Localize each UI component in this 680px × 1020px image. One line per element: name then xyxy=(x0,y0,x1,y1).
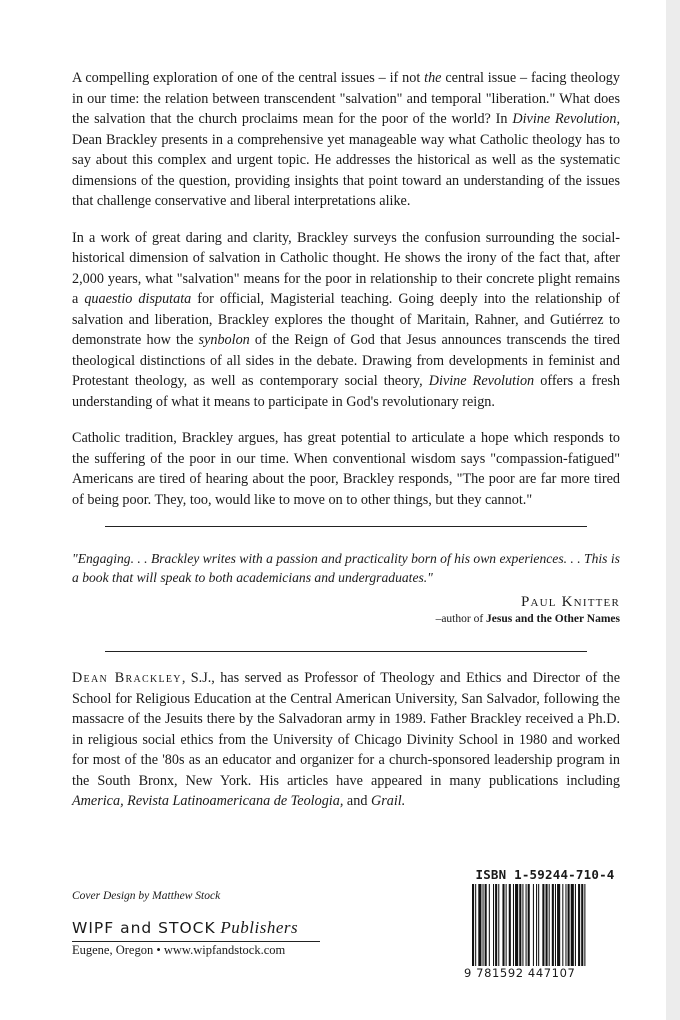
author-bio: Dean Brackley, S.J., has served as Professor of Theology and Ethics and Director of the School for Religious Education at the Central American University, San Salvador, following the massacre of the Jesuits there by the Salvadoran army in 1989. Father Brackley received a Ph.D. in religious social ethics from the University of Chicago Divinity School in 1980 and worked for most of the '80s as an educator and organizer for a church-sponsored leadership program in the South Bronx, New York. His articles have appeared in many publications including America, Revista Latinoamericana de Teologia, and Grail. xyxy=(72,670,620,809)
publisher-logo: WIPF and STOCK Publishers xyxy=(72,918,299,937)
barcode-bar xyxy=(506,884,507,966)
barcode-bar xyxy=(571,884,574,966)
barcode-digits: 9 781592 447107 xyxy=(464,966,576,980)
barcode-bar xyxy=(515,884,518,966)
publisher-underline xyxy=(72,941,320,942)
divider-top xyxy=(105,526,587,527)
barcode-bar xyxy=(495,884,497,966)
barcode-bar xyxy=(552,884,554,966)
barcode-bar xyxy=(546,884,548,966)
cover-text xyxy=(72,68,620,828)
barcode-bar xyxy=(478,884,481,966)
divider-bottom xyxy=(105,651,587,652)
barcode-bar xyxy=(493,884,494,966)
publisher-address: Eugene, Oregon • www.wipfandstock.com xyxy=(72,943,286,957)
blurb-paragraph-3: Catholic tradition, Brackley argues, has great potential to articulate a hope which responds to the suffering of the poor in our time. When conventional wisdom says "compassion-fatigued" Americans are tired of hearing about the poor, Brackley responds, "The poor are far more tired of being poor. They, too, would like to move on to other things, but they cannot." xyxy=(72,430,620,508)
endorsement-quote: "Engaging. . . Brackley writes with a passion and practicality born of his own experiences. . . This is a book that will speak to both academicians and undergraduates." xyxy=(72,551,620,585)
barcode-bar xyxy=(542,884,544,966)
footer xyxy=(72,867,620,1000)
blurb-paragraph-1: A compelling exploration of one of the central issues – if not the central issue – facing theology in our time: the relation between transcendent "salvation" and temporal "liberation." What does the salvation that the church proclaims mean for the poor of the world? In Divine Revolution, Dean Brackley presents in a comprehensive yet manageable way what Catholic theology has to say about this complex and urgent topic. He addresses the historical as well as the systematic dimensions of the question, providing insights that point toward an understanding of the issues that challenge conservative and liberal interpretations alike. xyxy=(72,70,621,209)
barcode-bar xyxy=(519,884,521,966)
barcode-bar xyxy=(538,884,539,966)
barcode-bar xyxy=(562,884,563,966)
blurb-paragraph-2: In a work of great daring and clarity, Brackley surveys the confusion surrounding the social-historical dimension of salvation in Catholic thought. He shows the irony of the fact that, after 2,000 years, what "salvation" means for the poor in relationship to their concrete plight remains a quaestio disputata for official, Magisterial teaching. Going deeply into the relationship of salvation and liberation, Brackley explores the thought of Maritain, Rahner, and Gutiérrez to demonstrate how the synbolon of the Reign of God that Jesus announces transcends the tired theological distinctions of all sides in the debate. Drawing from developments in feminist and Protestant theology, as well as contemporary social theory, Divine Revolution offers a fresh understanding of what it means to participate in God's revolutionary reign. xyxy=(72,229,620,410)
endorser-role: –author of Jesus and the Other Names xyxy=(435,613,620,625)
barcode-bar xyxy=(565,884,566,966)
barcode-bar xyxy=(489,884,490,966)
barcode-bar xyxy=(549,884,550,966)
page-edge-shadow xyxy=(666,0,680,1020)
barcode-bar xyxy=(575,884,576,966)
barcode-bar xyxy=(472,884,474,966)
barcode-bar xyxy=(581,884,583,966)
barcode-icon xyxy=(470,884,620,966)
barcode-bar xyxy=(498,884,499,966)
barcode-bar xyxy=(557,884,560,966)
barcode-bar xyxy=(536,884,537,966)
barcode xyxy=(470,884,620,966)
author-name: Dean Brackley xyxy=(72,670,182,686)
barcode-bar xyxy=(568,884,570,966)
cover-design-credit: Cover Design by Matthew Stock xyxy=(72,890,221,902)
barcode-bar xyxy=(584,884,585,966)
endorser-name: Paul Knitter xyxy=(520,594,620,610)
barcode-bar xyxy=(526,884,527,966)
barcode-bar xyxy=(522,884,523,966)
barcode-bar xyxy=(485,884,487,966)
isbn-label: ISBN 1-59244-710-4 xyxy=(475,867,615,882)
barcode-bar xyxy=(513,884,514,966)
barcode-bar xyxy=(483,884,484,966)
barcode-bar xyxy=(528,884,530,966)
barcode-bar xyxy=(555,884,556,966)
barcode-bar xyxy=(578,884,580,966)
barcode-bar xyxy=(533,884,534,966)
barcode-bar xyxy=(502,884,504,966)
barcode-bar xyxy=(475,884,476,966)
barcode-bar xyxy=(509,884,511,966)
